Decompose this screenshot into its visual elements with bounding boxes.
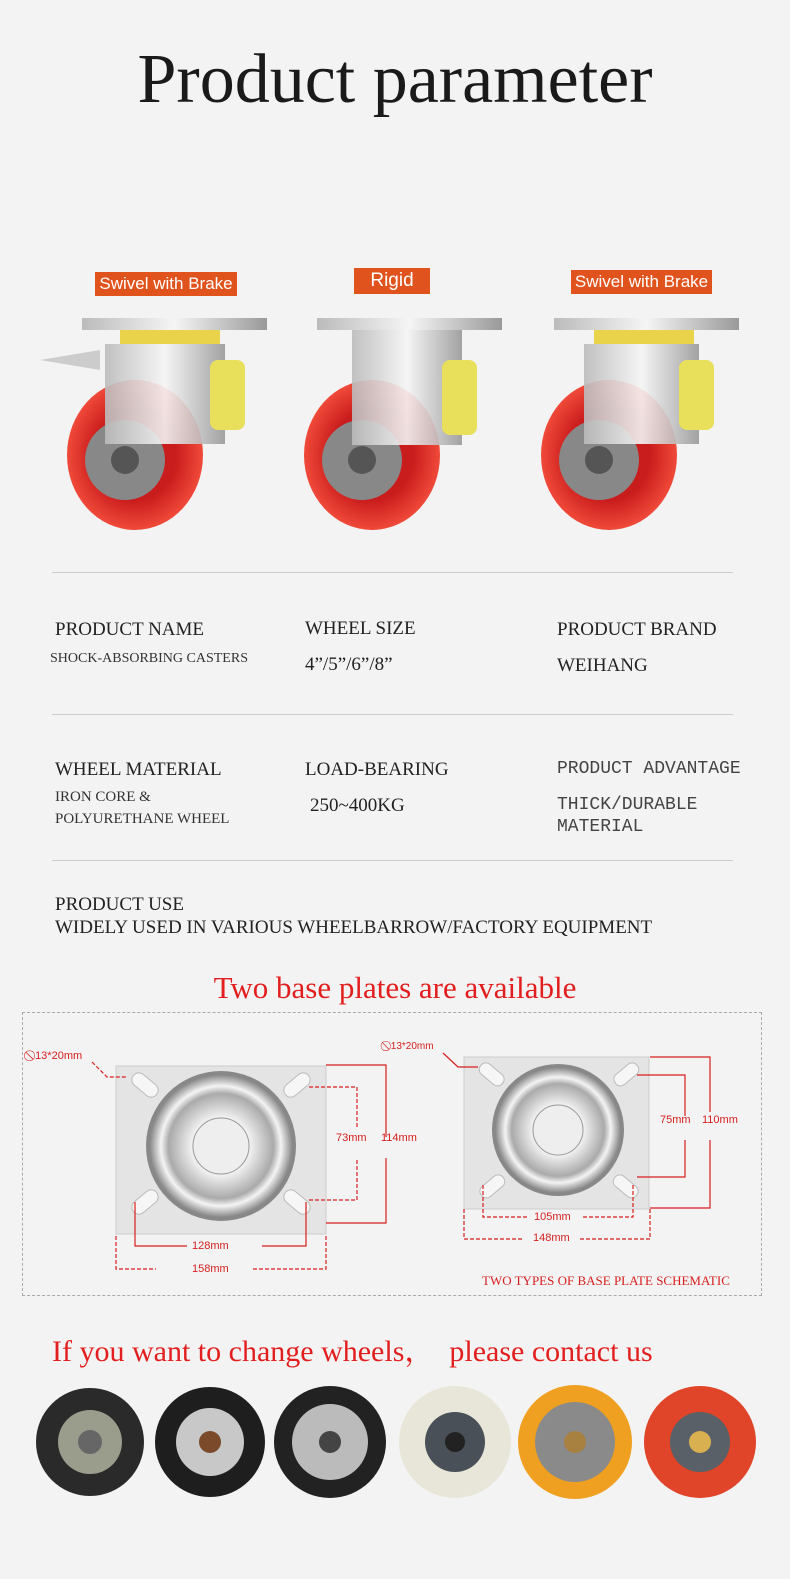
wheel-options	[0, 1380, 790, 1510]
load-bearing-label: LOAD-BEARING	[305, 759, 449, 780]
product-advantage-value-2: MATERIAL	[557, 817, 644, 837]
base-plate-2	[443, 1053, 710, 1239]
base-plate-1	[92, 1062, 386, 1269]
wheel-red-pu	[644, 1386, 756, 1498]
plate1-inner-width: 128mm	[192, 1240, 229, 1252]
page-title: Product parameter	[137, 41, 653, 118]
plate2-hole-size: ⃠ 13*20mm	[388, 1041, 434, 1052]
wheel-material-label: WHEEL MATERIAL	[55, 759, 222, 780]
product-use-label: PRODUCT USE	[55, 894, 184, 915]
product-advantage-value-1: THICK/DURABLE	[557, 795, 698, 815]
plate2-hole-value: 13*20mm	[390, 1041, 434, 1052]
plate1-inner-height: 73mm	[336, 1132, 367, 1144]
wheel-material-value-2: POLYURETHANE WHEEL	[55, 811, 230, 827]
caster-label-rigid: Rigid	[354, 268, 430, 294]
product-name-value: SHOCK-ABSORBING CASTERS	[50, 651, 248, 666]
caster-label-swivel-brake: Swivel with Brake	[95, 272, 237, 296]
wheel-gray-rubber	[36, 1388, 144, 1496]
plate1-outer-height: 114mm	[381, 1132, 417, 1144]
plate2-outer-height: 110mm	[702, 1114, 738, 1126]
caster-label-swivel-brake-2: Swivel with Brake	[571, 270, 712, 294]
product-advantage-label: PRODUCT ADVANTAGE	[557, 759, 741, 779]
wheel-orange-pu	[518, 1385, 632, 1499]
contact-heading: If you want to change wheels， please contact us	[52, 1335, 653, 1368]
plate2-outer-width: 148mm	[533, 1232, 570, 1244]
product-name-label: PRODUCT NAME	[55, 619, 205, 640]
product-use-value: WIDELY USED IN VARIOUS WHEELBARROW/FACTORY EQUIPMENT	[55, 917, 653, 938]
schematic-caption: TWO TYPES OF BASE PLATE SCHEMATIC	[482, 1273, 730, 1288]
wheel-black-rubber-silver	[155, 1387, 265, 1497]
wheel-material-value-1: IRON CORE &	[55, 789, 151, 805]
wheel-nylon-white	[399, 1386, 511, 1498]
plate2-inner-height: 75mm	[660, 1114, 691, 1126]
plate1-hole-value: 13*20mm	[35, 1050, 83, 1062]
base-plates-heading: Two base plates are available	[213, 970, 577, 1005]
wheel-size-label: WHEEL SIZE	[305, 618, 416, 639]
product-brand-label: PRODUCT BRAND	[557, 619, 717, 640]
plate1-outer-width: 158mm	[192, 1263, 229, 1275]
wheel-black-solid	[274, 1386, 386, 1498]
product-brand-value: WEIHANG	[557, 655, 648, 676]
plate1-hole-size: ⃠ 13*20mm	[32, 1050, 83, 1062]
wheel-size-value: 4”/5”/6”/8”	[305, 654, 393, 675]
plate2-inner-width: 105mm	[534, 1211, 571, 1223]
load-bearing-value: 250~400KG	[310, 795, 405, 816]
